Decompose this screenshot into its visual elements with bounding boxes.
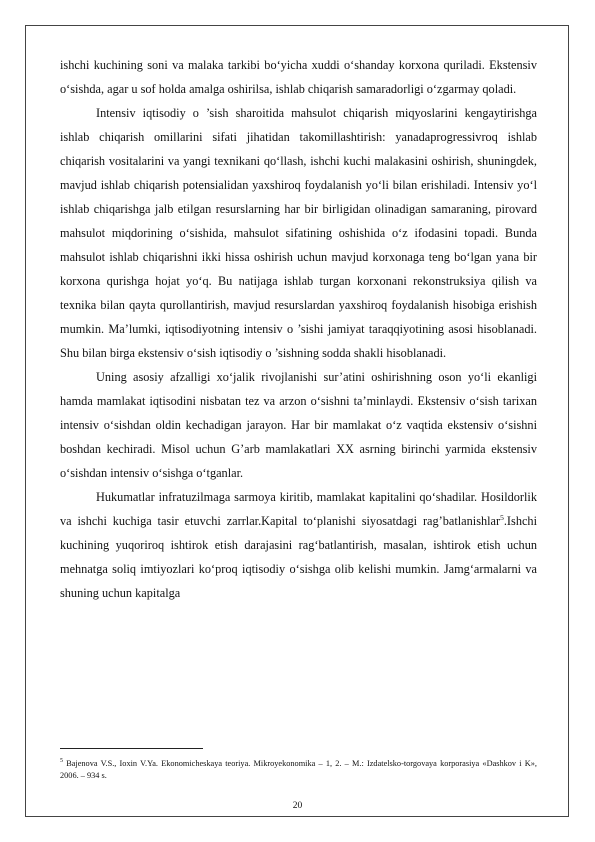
paragraph-1: ishchi kuchining soni va malaka tarkibi bo‘yicha xuddi o‘shanday korxona quriladi. Ekstensiv o‘sishda, agar u sof holda amalga oshirilsa, ishlab chiqarish samaradorligi o‘zgarmay qoladi. — [60, 58, 537, 96]
paragraph-4-part-2: .Ishchi kuchining yuqoriroq ishtirok etish darajasini rag‘batlantirish, masalan, ishtirok etish uchun mehnatga soliq imtiyozlari ko‘proq iqtisodiy o‘sishga olib kelishi mumkin. Jamg‘armalarni va shuning uchun kapitalga — [60, 514, 537, 600]
footnote — [60, 758, 537, 781]
paragraph-3: Uning asosiy afzalligi xo‘jalik rivojlanishi sur’atini oshirishning oson yo‘li ekanligi hamda mamlakat iqtisodini nisbatan tez va arzon o‘sishni ta’minlaydi. Ekstensiv o‘sish tarixan intensiv o‘sishdan oldin kechadigan jarayon. Har bir mamlakat o‘z vaqtida ekstensiv o‘sishni boshdan kechiradi. Misol uchun G’arb mamlakatlari XX asrning birinchi yarmida ekstensiv o‘sishdan intensiv o‘sishga o‘tganlar. — [60, 370, 537, 480]
footnote-marker: 5 — [60, 758, 63, 765]
paragraph-4-part-1: Hukumatlar infratuzilmaga sarmoya kiritib, mamlakat kapitalini qo‘shadilar. Hosildorlik va ishchi kuchiga tasir etuvchi zarrlar.Kapital to‘planishi siyosatdagi rag’batlanishlar — [60, 490, 537, 528]
body-text — [60, 53, 537, 605]
footnote-separator — [60, 748, 203, 749]
page-number: 20 — [292, 801, 303, 811]
footnote-text: Bajenova V.S., Ioxin V.Ya. Ekonomicheskaya teoriya. Mikroyekonomika – 1, 2. – M.: Izdatelsko-torgovaya korporasiya «Dashkov i K», 2006. – 934 s. — [60, 759, 537, 780]
paragraph-4 — [60, 485, 537, 605]
footnote-reference-marker: 5 — [500, 512, 504, 522]
paragraph-2: Intensiv iqtisodiy o ’sish sharoitida mahsulot chiqarish miqyoslarini kengaytirishga ishlab chiqarish omillarini sifati jihatidan takomillashtirish: yanadaprogressivroq ishlab chiqarish vositalarini va yangi texnikani qo‘llash, ishchi kuchi malakasini oshirish, shuningdek, mavjud ishlab chiqarish potensialidan yaxshiroq foydalanish yo‘li bilan erishiladi. Intensiv yo‘l ishlab chiqarishga jalb etilgan resurslarning har bir birligidan olinadigan samaraning, pirovard mahsulot miqdorining o‘sishida, mahsulot sifatining oshishida o‘z ifodasini topadi. Bunda mahsulot ishlab chiqarishni ikki hissa oshirish uchun mavjud korxonaga teng bo‘lgan yana bir korxona qurishga hojat yo‘q. Bu natijaga ishlab turgan korxonani rekonstruksiya qilish va texnika bilan qayta qurollantirish, mavjud resurslardan yaxshiroq foydalanish hisobiga erishish mumkin. Ma’lumki, iqtisodiyotning intensiv o ’sishi jamiyat taraqqiyotining asosi hisoblanadi. Shu bilan birga ekstensiv o‘sish iqtisodiy o ’sishning sodda shakli hisoblanadi. — [60, 106, 537, 360]
